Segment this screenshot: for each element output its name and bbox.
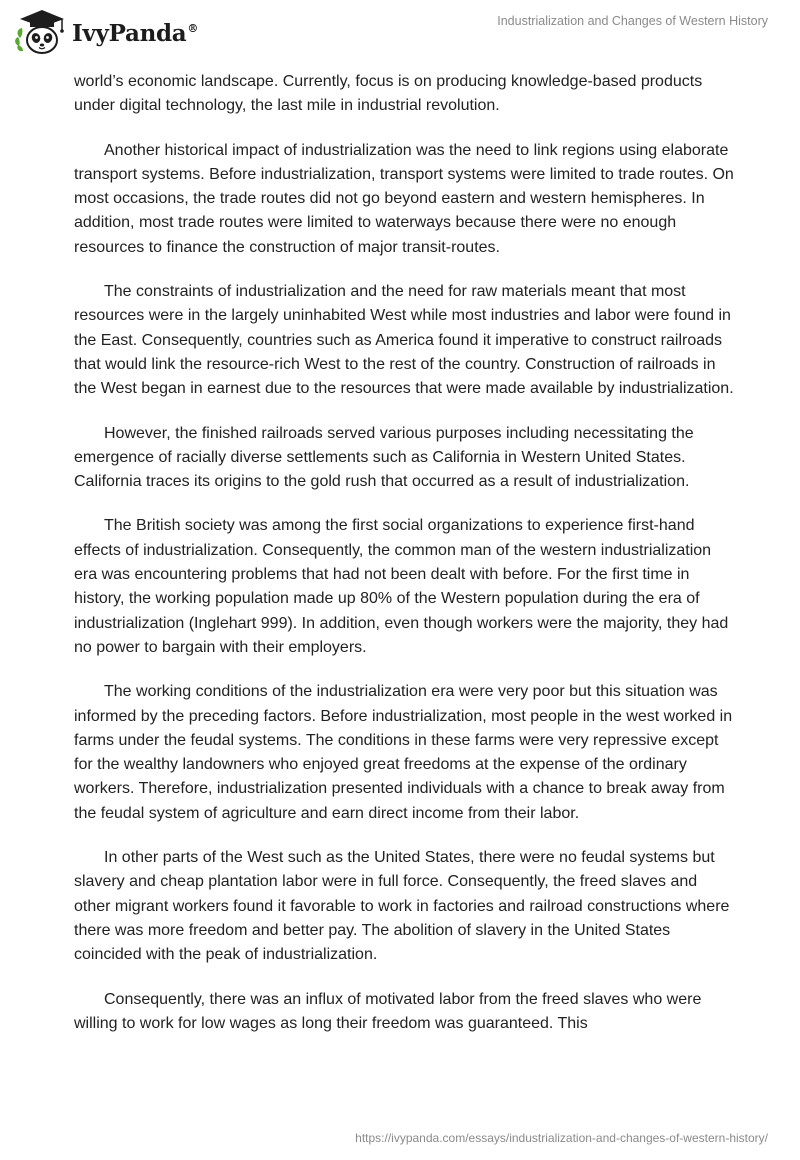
essay-body [74,70,734,1056]
paragraph: The British society was among the first social organizations to experience first-hand effects of industrialization. Consequently, the common man of the western industrialization era was encountering problems that had not been dealt with before. For the first time in history, the working population made up 80% of the Western population during the era of industrialization (Inglehart 999). In addition, even though workers were the majority, they had no power to bargain with their employers. [74,517,729,656]
registered-mark: ® [187,21,199,35]
document-title: Industrialization and Changes of Western History [497,14,768,28]
brand-name [72,20,198,47]
paragraph: The constraints of industrialization and the need for raw materials meant that most resources were in the largely uninhabited West while most industries and labor were found in the East. Consequently, countries such as America found it imperative to construct railroads that would link the resource-rich West to the rest of the country. Construction of railroads in the West began in earnest due to the resources that were made available by industrialization. [74,283,734,398]
paragraph: In other parts of the West such as the United States, there were no feudal systems but slavery and cheap plantation labor were in full force. Consequently, the freed slaves and other migrant workers found it favorable to work in factories and railroad constructions where there was more freedom and better pay. The abolition of slavery in the United States coincided with the peak of industrialization. [74,849,730,964]
panda-graduate-icon [14,8,70,56]
page-header [0,0,800,70]
paragraph: Consequently, there was an influx of motivated labor from the freed slaves who were willing to work for low wages as long their freedom was guaranteed. This [74,990,702,1032]
paragraph-continued: world’s economic landscape. Currently, focus is on producing knowledge-based products under digital technology, the last mile in industrial revolution. [74,73,703,115]
source-url-link[interactable]: https://ivypanda.com/essays/industrialization-and-changes-of-western-history/ [355,1131,768,1145]
paragraph: However, the finished railroads served various purposes including necessitating the emergence of racially diverse settlements such as California in Western United States. California traces its origins to the gold rush that occurred as a result of industrialization. [74,424,694,491]
ivypanda-logo[interactable] [14,8,198,56]
brand-name-text: IvyPanda [72,19,187,47]
paragraph: Another historical impact of industrialization was the need to link regions using elaborate transport systems. Before industrialization, transport systems were limited to trade routes. On most occasions, the trade routes did not go beyond eastern and western hemispheres. In addition, most trade routes were limited to waterways because there were no enough resources to finance the construction of major transit-routes. [74,141,734,256]
paragraph: The working conditions of the industrialization era were very poor but this situation was informed by the preceding factors. Before industrialization, most people in the west worked in farms under the feudal systems. The conditions in these farms were very repressive except for the wealthy landowners who enjoyed great freedoms at the expense of the ordinary workers. Therefore, industrialization presented individuals with a chance to break away from the feudal system of agriculture and earn direct income from their labor. [74,683,733,822]
